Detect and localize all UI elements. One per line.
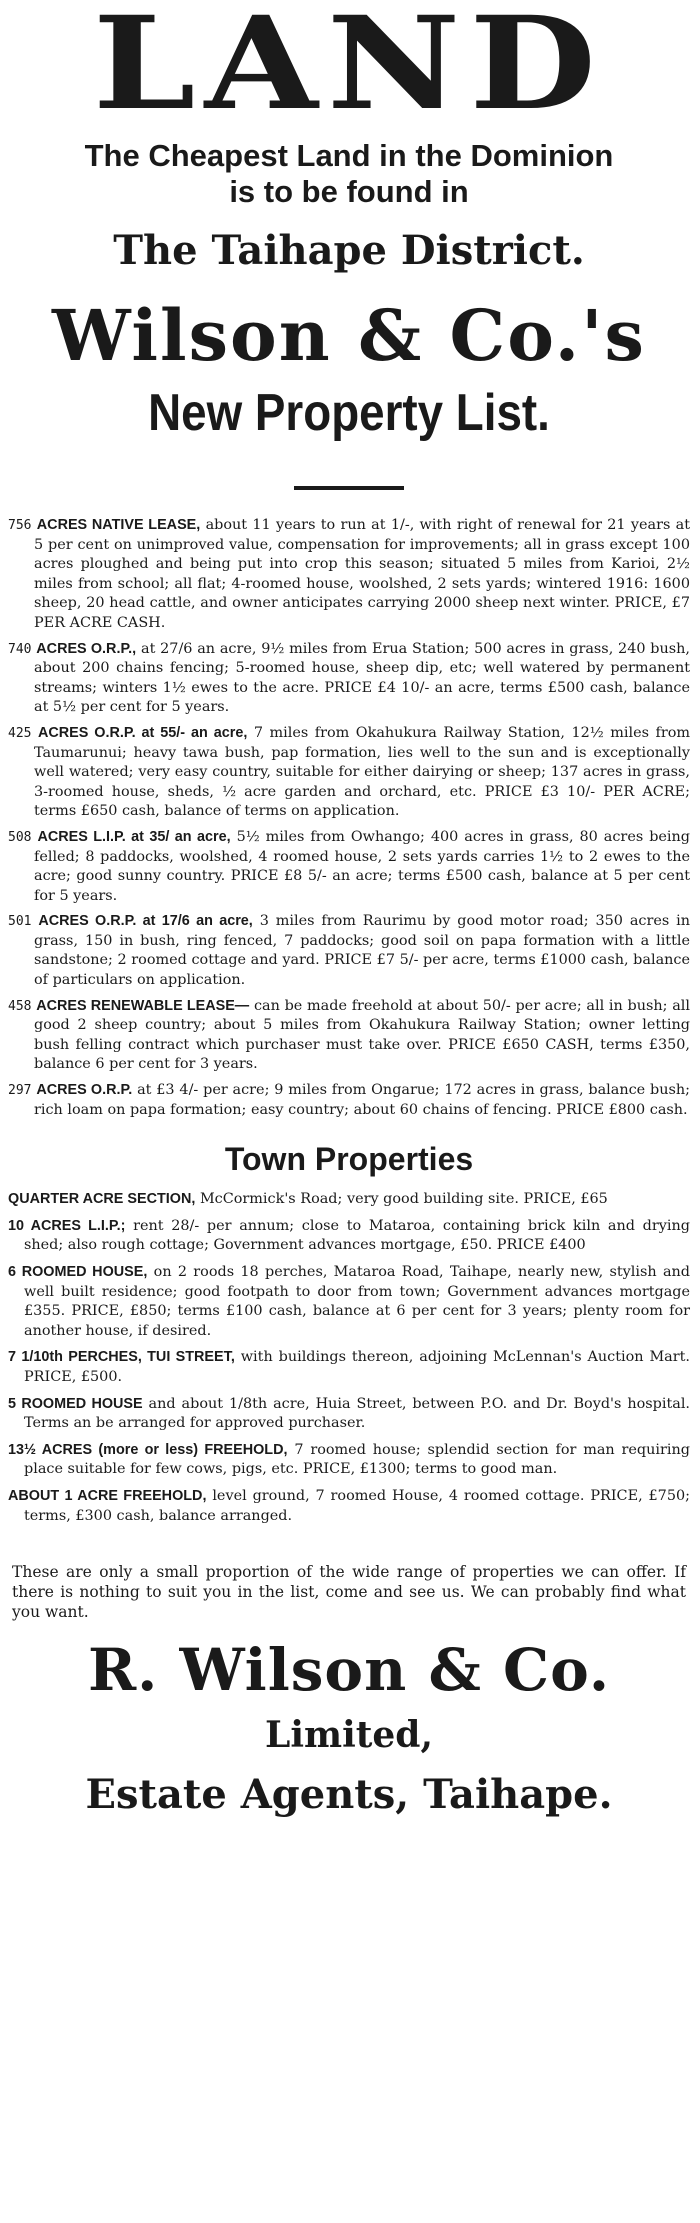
listing-number: 740 — [8, 641, 32, 657]
estate-agents-line: Estate Agents, Taihape. — [85, 1770, 613, 1818]
town-listing-text: with buildings thereon, adjoining McLennan's Auction Mart. PRICE, £500. — [24, 1349, 690, 1385]
tagline-line-1: The Cheapest Land in the Dominion — [84, 138, 614, 173]
listing — [8, 1081, 690, 1120]
town-listing-heading: 7 1/10th PERCHES, TUI STREET, — [8, 1349, 235, 1366]
tagline — [8, 138, 690, 210]
town-listing-heading: 5 ROOMED HOUSE — [8, 1395, 143, 1412]
listing-number: 501 — [8, 914, 32, 930]
district-heading: The Taihape District. — [113, 227, 585, 274]
listing-heading: ACRES O.R.P. at 55/- an acre, — [38, 724, 248, 741]
agent-name: R. Wilson & Co. — [87, 1635, 611, 1704]
listing-heading: ACRES O.R.P., — [36, 640, 137, 657]
town-listing — [8, 1263, 690, 1341]
listing-text: about 11 years to run at 1/-, with right of renewal for 21 years at 5 per cent on unimproved value, compensation for improvements; all in grass except 100 acres ploughed and being put into crop this season; situated 5 miles from Karioi, 2½ miles from school; all flat; 4-roomed house, woolshed, 2 sets yards; wintered 1916: 1600 sheep, 20 head cattle, and owner anticipates carrying 2000 sheep next winter. PRICE, £7 PER ACRE CASH. — [34, 517, 690, 631]
listing-number: 297 — [8, 1083, 32, 1099]
town-listing — [8, 1190, 690, 1210]
listing-number: 756 — [8, 518, 32, 533]
listing-heading: ACRES NATIVE LEASE, — [36, 517, 201, 533]
town-listing — [8, 1217, 690, 1256]
firm-heading: Wilson & Co.'s — [52, 294, 646, 377]
town-listing — [8, 1348, 690, 1387]
listing-text: at £3 4/- per acre; 9 miles from Ongarue; 172 acres in grass, balance bush; rich loam on papa formation; easy country; about 60 chains of fencing. PRICE £800 cash. — [34, 1082, 691, 1118]
town-listing-heading: QUARTER ACRE SECTION, — [8, 1191, 196, 1208]
listing-text: 3 miles from Raurimu by good motor road; 350 acres in grass, 150 in bush, ring fenced, 7 paddocks; good soil on papa formation with a little sandstone; 2 roomed cottage and yard. PRICE £7 5/- per acre, terms £1000 cash, balance of particulars on application. — [34, 913, 691, 989]
listing-number: 458 — [8, 998, 32, 1014]
listing-heading: ACRES L.I.P. at 35/ an acre, — [37, 828, 231, 845]
listing — [8, 724, 690, 822]
listing — [8, 912, 690, 990]
divider-rule — [294, 486, 404, 490]
listing-heading: ACRES O.R.P. — [36, 1082, 133, 1099]
listing-number: 508 — [8, 829, 32, 845]
town-listing-text: rent 28/- per annum; close to Mataroa, containing brick kiln and drying shed; also rough cottage; Government advances mortgage, £50. PRICE £400 — [24, 1217, 690, 1254]
agent-limited: Limited, — [265, 1713, 433, 1756]
listing — [8, 516, 690, 634]
town-properties-heading: Town Properties — [224, 1141, 474, 1178]
town-listing — [8, 1441, 690, 1480]
town-listings — [8, 1190, 690, 1526]
property-list-title: New Property List. — [148, 384, 550, 442]
town-listing-text: McCormick's Road; very good building site. PRICE, £65 — [199, 1191, 608, 1208]
town-listing-heading: 13½ ACRES (more or less) FREEHOLD, — [8, 1441, 288, 1458]
town-listing — [8, 1395, 690, 1434]
listing-heading: ACRES O.R.P. at 17/6 an acre, — [38, 913, 253, 930]
listing-heading: ACRES RENEWABLE LEASE— — [36, 997, 250, 1014]
town-listing-text: 7 roomed house; splendid section for man requiring place suitable for few cows, pigs, etc. PRICE, £1300; terms to good man. — [24, 1441, 690, 1478]
town-listing — [8, 1487, 690, 1526]
masthead-title: LAND — [92, 0, 606, 139]
listing-text: at 27/6 an acre, 9½ miles from Erua Station; 500 acres in grass, 240 bush, about 200 chains fencing; 5-roomed house, sheep dip, etc; well watered by permanent streams; winters 1½ ewes to the acre. PRICE £4 10/- an acre, terms £500 cash, balance at 5½ per cent for 5 years. — [34, 640, 691, 716]
town-listing-heading: 6 ROOMED HOUSE, — [8, 1264, 148, 1280]
listing — [8, 997, 690, 1075]
town-listing-text: level ground, 7 roomed House, 4 roomed cottage. PRICE, £750; terms, £300 cash, balance arranged. — [24, 1487, 690, 1524]
listing — [8, 640, 690, 718]
listing-text: can be made freehold at about 50/- per acre; all in bush; all good 2 sheep country; about 5 miles from Okahukura Railway Station; owner letting bush felling contract which purchaser must take over. PRICE £650 CASH, terms £350, balance 6 per cent for 3 years. — [34, 997, 691, 1073]
town-listing-text: on 2 roods 18 perches, Mataroa Road, Taihape, nearly new, stylish and well built residence; good footpath to door from town; Government advances mortgage £355. PRICE, £850; terms £100 cash, balance at 6 per cent for 3 years; plenty room for another house, if desired. — [24, 1264, 691, 1339]
town-listing-text: and about 1/8th acre, Huia Street, between P.O. and Dr. Boyd's hospital. Terms an be arranged for approved purchaser. — [24, 1395, 690, 1432]
town-listing-heading: 10 ACRES L.I.P.; — [8, 1217, 126, 1234]
listing-text: 5½ miles from Owhango; 400 acres in grass, 80 acres being felled; 8 paddocks, woolshed, 4 roomed house, 2 sets yards carries 1½ to 2 ewes to the acre; good sunny country. PRICE £8 5/- an acre; terms £500 cash, balance at 5 per cent for 5 years. — [34, 828, 691, 904]
rural-listings — [8, 516, 690, 1120]
listing-number: 425 — [8, 725, 32, 741]
closing-paragraph: These are only a small proportion of the wide range of properties we can offer. If there is nothing to suit you in the list, come and see us. We can probably find what you want. — [12, 1563, 686, 1622]
town-listing-heading: ABOUT 1 ACRE FREEHOLD, — [8, 1487, 207, 1504]
tagline-line-2: is to be found in — [229, 174, 469, 209]
listing — [8, 828, 690, 906]
listing-text: 7 miles from Okahukura Railway Station, 12½ miles from Taumarunui; heavy tawa bush, pap formation, lies well to the sun and is exceptionally well watered; very easy country, suitable for either dairying or sheep; 137 acres in grass, 3-roomed house, sheds, ½ acre garden and orchard, etc. PRICE £3 10/- PER ACRE; terms £650 cash, balance of terms on application. — [34, 724, 691, 820]
